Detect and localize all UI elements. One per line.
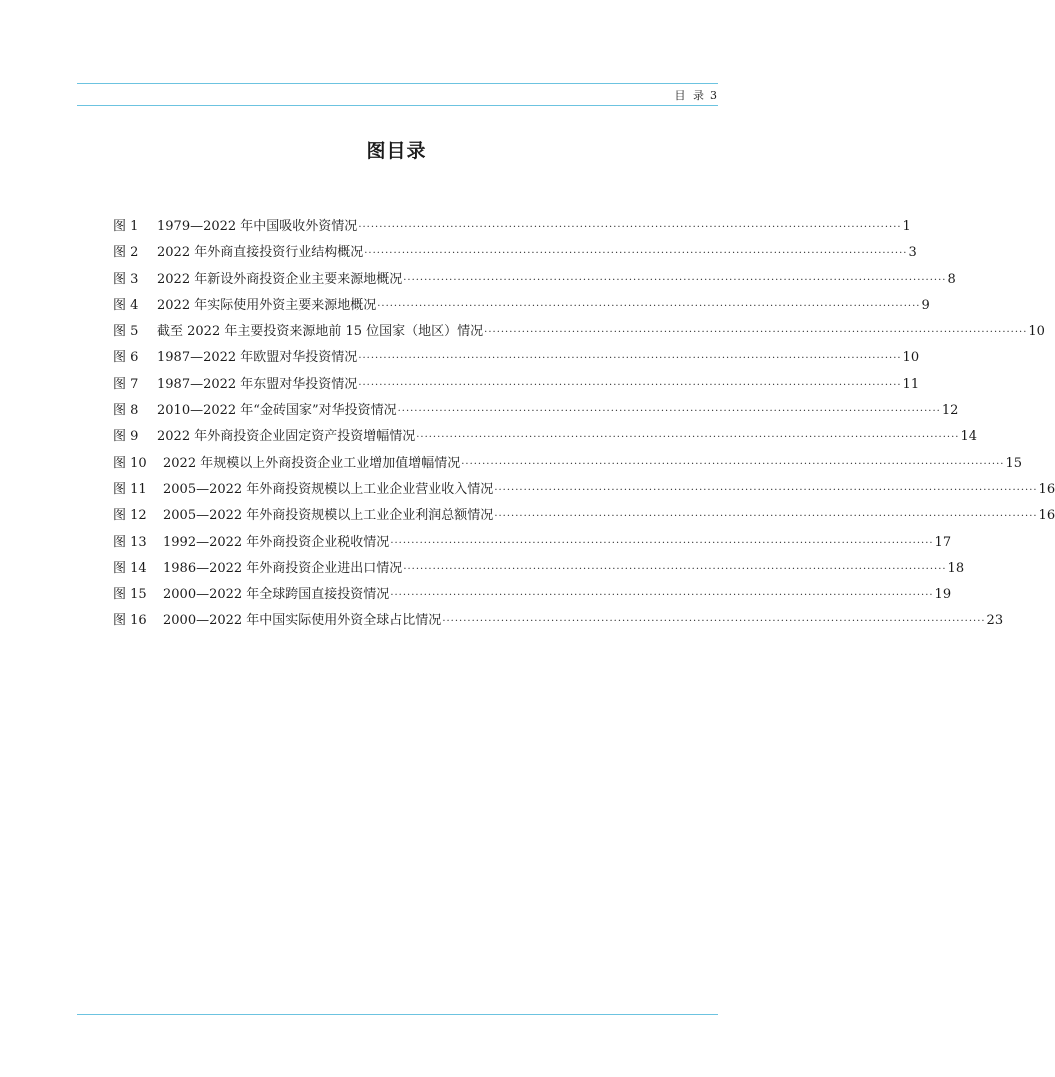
toc-entry[interactable] — [113, 293, 930, 319]
toc-dot-leader — [358, 346, 901, 372]
toc-dot-leader — [377, 294, 920, 320]
toc-dot-leader — [364, 241, 907, 267]
toc-entry[interactable] — [113, 608, 1004, 634]
toc-entry-page-number: 9 — [921, 297, 930, 313]
toc-entry-page-number: 23 — [986, 613, 1004, 629]
toc-dot-leader — [403, 268, 946, 294]
figure-toc-list — [113, 214, 1055, 635]
toc-entry[interactable] — [113, 267, 956, 293]
toc-entry-page-number: 16 — [1038, 508, 1055, 524]
toc-entry-title: 1979—2022 年中国吸收外资情况 — [157, 219, 358, 234]
toc-entry-title: 2022 年外商投资企业固定资产投资增幅情况 — [157, 429, 416, 445]
toc-dot-leader — [390, 531, 933, 557]
toc-entry-title: 2022 年外商直接投资行业结构概况 — [157, 245, 364, 261]
header-rule-top — [77, 83, 718, 84]
toc-entry-page-number: 11 — [902, 376, 920, 392]
toc-entry-label: 图 10 — [113, 455, 147, 471]
toc-entry-label: 图 6 — [113, 350, 139, 366]
toc-entry[interactable] — [113, 345, 920, 371]
toc-entry-label: 图 13 — [113, 534, 147, 550]
toc-entry-title: 2005—2022 年外商投资规模以上工业企业营业收入情况 — [163, 481, 494, 497]
toc-entry-page-number: 17 — [934, 534, 952, 550]
toc-entry-label: 图 14 — [113, 560, 147, 576]
toc-entry-title: 2000—2022 年中国实际使用外资全球占比情况 — [163, 613, 442, 629]
toc-entry-label: 图 15 — [113, 587, 147, 603]
toc-entry-page-number: 16 — [1038, 481, 1055, 497]
toc-entry-title: 截至 2022 年主要投资来源地前 15 位国家（地区）情况 — [157, 324, 484, 340]
toc-entry-label: 图 2 — [113, 245, 139, 261]
toc-dot-leader — [358, 215, 901, 241]
toc-entry-label: 图 3 — [113, 271, 139, 287]
toc-dot-leader — [398, 399, 941, 425]
toc-entry[interactable] — [113, 424, 977, 450]
toc-entry-title: 2022 年新设外商投资企业主要来源地概况 — [157, 271, 403, 287]
toc-entry[interactable] — [113, 556, 965, 582]
running-header — [675, 87, 718, 103]
toc-entry[interactable] — [113, 398, 959, 424]
toc-entry-label: 图 4 — [113, 297, 139, 313]
page-title: 图目录 — [366, 140, 427, 162]
toc-entry[interactable] — [113, 214, 911, 240]
toc-entry-page-number: 1 — [902, 219, 911, 234]
toc-dot-leader — [390, 583, 933, 609]
toc-entry[interactable] — [113, 530, 952, 556]
toc-entry-title: 1987—2022 年欧盟对华投资情况 — [157, 350, 358, 366]
toc-entry-label: 图 1 — [113, 219, 139, 234]
toc-dot-leader — [461, 452, 1004, 478]
toc-entry-title: 1992—2022 年外商投资企业税收情况 — [163, 534, 390, 550]
toc-entry-label: 图 9 — [113, 429, 139, 445]
running-header-page-number: 3 — [710, 89, 717, 102]
header-rule-bottom — [77, 105, 718, 106]
toc-entry-title: 2022 年规模以上外商投资企业工业增加值增幅情况 — [163, 455, 461, 471]
running-header-section: 目 录 — [674, 89, 706, 102]
toc-entry[interactable] — [113, 372, 920, 398]
toc-entry-label: 图 8 — [113, 403, 139, 419]
toc-entry-page-number: 3 — [908, 245, 917, 261]
toc-entry[interactable] — [113, 582, 952, 608]
toc-entry-title: 2022 年实际使用外资主要来源地概况 — [157, 297, 377, 313]
toc-entry[interactable] — [113, 240, 917, 266]
toc-entry-page-number: 14 — [960, 429, 977, 445]
toc-entry-label: 图 5 — [113, 324, 139, 340]
toc-entry[interactable] — [113, 503, 1055, 529]
toc-entry-label: 图 16 — [113, 613, 147, 629]
toc-dot-leader — [494, 504, 1037, 530]
toc-entry-title: 1987—2022 年东盟对华投资情况 — [157, 376, 358, 392]
toc-entry-page-number: 12 — [941, 403, 959, 419]
toc-entry-title: 2005—2022 年外商投资规模以上工业企业利润总额情况 — [163, 508, 494, 524]
toc-entry-title: 2010—2022 年“金砖国家”对华投资情况 — [157, 403, 397, 419]
toc-entry-page-number: 18 — [947, 560, 965, 576]
footer-rule — [77, 1014, 718, 1015]
toc-entry-title: 2000—2022 年全球跨国直接投资情况 — [163, 587, 390, 603]
toc-dot-leader — [494, 478, 1037, 504]
toc-entry[interactable] — [113, 319, 1045, 345]
toc-entry-page-number: 19 — [934, 587, 952, 603]
toc-dot-leader — [484, 320, 1027, 346]
toc-dot-leader — [403, 557, 946, 583]
toc-dot-leader — [442, 609, 985, 635]
toc-dot-leader — [358, 373, 901, 399]
toc-entry-page-number: 15 — [1005, 455, 1022, 471]
toc-dot-leader — [416, 425, 959, 451]
toc-entry-page-number: 8 — [947, 271, 956, 287]
toc-entry[interactable] — [113, 477, 1055, 503]
toc-entry-page-number: 10 — [902, 350, 920, 366]
toc-entry[interactable] — [113, 451, 1022, 477]
toc-entry-label: 图 7 — [113, 376, 139, 392]
toc-entry-label: 图 12 — [113, 508, 147, 524]
toc-entry-page-number: 10 — [1028, 324, 1045, 340]
toc-entry-label: 图 11 — [113, 481, 147, 497]
toc-entry-title: 1986—2022 年外商投资企业进出口情况 — [163, 560, 403, 576]
